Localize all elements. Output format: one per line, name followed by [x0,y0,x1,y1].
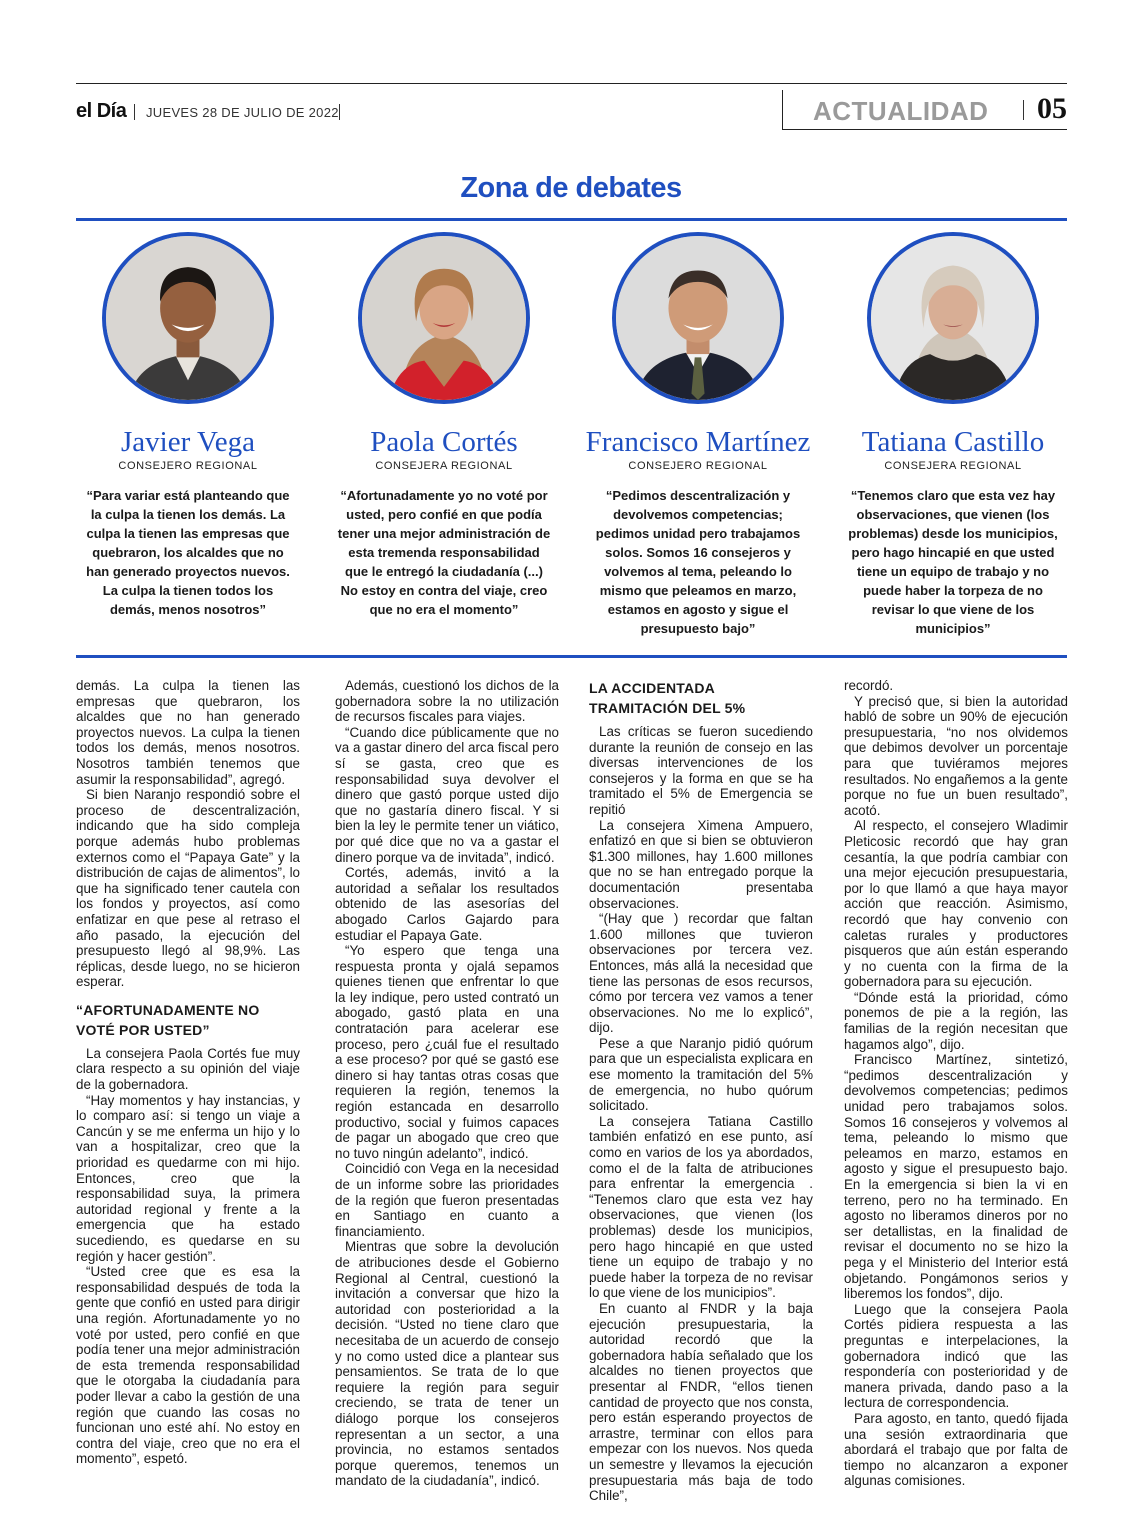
portrait-photo [102,232,274,404]
masthead-divider [339,104,340,120]
paragraph: recordó. [844,678,894,693]
person-role: CONSEJERA REGIONAL [375,460,513,472]
person-role: CONSEJERA REGIONAL [884,460,1022,472]
section-name: ACTUALIDAD [813,96,989,126]
person-card-vega [68,232,308,619]
page-number: 05 [1037,92,1067,125]
portrait-woman-icon [362,236,526,400]
paragraph: Además, cuestionó los dichos de la gobernadora sobre la no utilización de recursos fiscales para viajes. [335,678,559,725]
paragraph: Si bien Naranjo respondió sobre el proceso de descentralización, indicando que ha sido compleja porque además hubo problemas externos como el “Papaya Gate” y la distribución de cajas de alimentos”, lo que ha significado tener cautela con los fondos y proyectos, así como enfatizar en que pese al retraso el año pasado, la ejecución del presupuesto llegó al 98,9%. Las réplicas, desde luego, no se hicieron esperar. [76,787,300,990]
issue-date: JUEVES 28 DE JULIO DE 2022 [146,105,339,120]
masthead-divider [134,104,135,120]
person-quote: “Tenemos claro que esta vez hay observaciones, que vienen (los problemas) desde los municipios, pero hago hincapié en que usted tiene un equipo de trabajo y no puede haber la torpeza de no revisar lo que viene de los municipios” [848,488,1058,636]
paragraph: Pese a que Naranjo pidió quórum para que un especialista explicara en ese momento la tramitación del 5% de emergencia, no hubo quórum solicitado. [589,1035,813,1114]
paragraph: Francisco Martínez, sintetizó, “pedimos descentralización y devolvemos competencias; pedimos unidad pero trabajamos solos. Somos 16 consejeros y volvemos al tema, peleando lo mismo que peleamos en marzo, estamos en agosto y sigue el presupuesto bajo. En la emergencia si bien la vi en terreno, pero no ha terminado. En agosto no liberamos dineros por no ser detallistas, en la finalidad de revisar el documento no se hizo la pega y el Ministerio del Interior está objetando. Pongámonos serios y liberemos los fondos”, dijo. [844,1052,1068,1302]
article-column-1 [76,678,300,1467]
paragraph: “Cuando dice públicamente que no va a gastar dinero del arca fiscal pero sí se gasta, creo que es responsabilidad suya devolver el dinero que gastó porque usted dijo que no gastaría dinero fiscal. Y si bien la ley le permite tener un viático, por qué dice que no va a gastar el dinero porque va de invitada”, indicó. [335,724,559,865]
section-divider [1023,100,1024,120]
paragraph: Y precisó que, si bien la autoridad habló de sobre un 90% de ejecución presupuestaria, “no nos olvidemos que debimos devolver un porcentaje para que tuviéramos mejores resultados. No engañemos a la gente porque no fue un buen resultado”, acotó. [844,693,1068,818]
portrait-woman-icon [871,236,1035,400]
paragraph: “Dónde está la prioridad, cómo ponemos de pie a la región, las familias de la región necesitan que hagamos algo”, dijo. [844,989,1068,1052]
person-role: CONSEJERO REGIONAL [118,460,258,472]
person-card-cortes [324,232,564,619]
portrait-photo [867,232,1039,404]
paragraph: Mientras que sobre la devolución de atribuciones desde el Gobierno Regional al Central, cuestionó la invitación a conversar que hizo la autoridad con posterioridad a la decisión. “Usted no tiene claro que necesitaba de un acuerdo de consejo y no como usted dice a plantear sus pensamientos. Se trata de lo que requiere la región para seguir creciendo, se trata de tener un diálogo porque los consejeros representan a un sector, a una provincia, no estamos sentados porque queremos, tenemos un mandato de la ciudadanía”, indicó. [335,1239,559,1489]
paragraph: “Hay momentos y hay instancias, y lo comparo así: si tengo un viaje a Cancún y se me enferma un hijo y lo van a hospitalizar, creo que la prioridad es quedarme con mi hijo. Entonces, creo que la responsabilidad suya, la primera autoridad regional y frente a la emergencia que ha estado sucediendo, es quedarse en su región y hacer gestión”. [76,1092,300,1264]
title-rule [76,218,1067,221]
paragraph: Al respecto, el consejero Wladimir Pleticosic recordó que hay gran cesantía, la que podría cambiar con una mejor ejecución presupuestaria, por lo que llamó a que haya mayor acción que reacción. Asimismo, recordó que hay convenio con caletas rurales y productores pisqueros que aún están esperando y no cuenta con la firma de la gobernadora para su ejecución. [844,818,1068,990]
paragraph: demás. La culpa la tienen las empresas que quebraron, los alcaldes que no han generado proyectos nuevos. La culpa la tienen todos los demás, menos nosotros. Nosotros también tenemos que asumir la responsabilidad”, agregó. [76,678,300,787]
section-header [782,90,1067,130]
portrait-photo [358,232,530,404]
masthead-rule [76,83,1067,84]
paragraph: En cuanto al FNDR y la baja ejecución presupuestaria, la autoridad recordó que la gobernadora había señalado que los alcaldes no tienen proyectos que presentar al FNDR, “ellos tienen cantidad de proyecto que nos consta, pero están esperando proyectos de arrastre, terminar con ellos para empezar con los nuevos. Nos queda un semestre y llevamos la ejecución presupuestaria más baja de todo Chile”, [589,1300,813,1504]
paragraph: Las críticas se fueron sucediendo durante la reunión de consejo en las diversas intervenciones de los consejeros y la forma en que se ha tramitado el 5% de Emergencia se repitió [589,724,813,817]
paragraph: La consejera Paola Cortés fue muy clara respecto a su opinión del viaje de la gobernadora. [76,1045,300,1093]
paragraph: Coincidió con Vega en la necesidad de un informe sobre las prioridades de la región que fueron presentadas en Santiago en cuanto a financiamiento. [335,1161,559,1239]
person-name: Tatiana Castillo [861,426,1045,458]
portrait-photo [612,232,784,404]
paragraph: La consejera Tatiana Castillo también enfatizó en ese punto, así como en varios de los ya abordados, como el de la falta de atribuciones para enfrentar la emergencia . “Tenemos claro que esta vez hay observaciones, que vienen (los problemas) desde los municipios, pero hago hincapié en que usted tiene un equipo de trabajo y no puede haber la torpeza de no revisar lo que viene de los municipios”. [589,1113,813,1301]
person-name: Francisco Martínez [585,426,811,458]
person-quote: “Pedimos descentralización y devolvemos competencias; pedimos unidad pero trabajamos solos. Somos 16 consejeros y volvemos al tema, peleando lo mismo que peleamos en marzo, estamos en agosto y sigue el presupuesto bajo” [595,488,801,636]
person-card-martinez [578,232,818,638]
paragraph: Luego que la consejera Paola Cortés pidiera respuesta a las preguntas e interpelaciones, la gobernadora indicó que las respondería con posterioridad y de manera privada, dando paso a la lectura de correspondencia. [844,1301,1068,1411]
paragraph: “Yo espero que tenga una respuesta pronta y ojalá sepamos quienes tienen que enfrentar lo que la ley indique, pero usted contrató un abogado, gastó plata en una contratación para acelerar ese proceso, pero ¿cuál fue el resultado a ese proceso? por qué se gastó ese dinero si hay tantas otras cosas que requieren la región, tenemos la región estancada en desarrollo productivo, social y fuimos capaces de pagar un abogado que creo que no tuvo ningún adelanto”, indicó. [335,943,559,1161]
paragraph: “Usted cree que es esa la responsabilidad después de toda la gente que confió en usted para dirigir una región. Afortunadamente yo no voté por usted, pero confié en que podía tener una mejor administración de esta tremenda responsabilidad que le otorgaba la ciudadanía para poder llevar a cabo la gestión de una región que cuando las cosas no funcionan uno esté ahí. No estoy en contra del viaje, creo que no era el momento”, espetó. [76,1264,300,1467]
paragraph: “(Hay que ) recordar que faltan 1.600 millones que tuvieron observaciones por tercera vez. Entonces, más allá la necesidad que tiene las personas de esos recursos, cómo por tercera vez vamos a tener observaciones. No me lo explicó”, dijo. [589,911,813,1036]
subheading: “AFORTUNADAMENTE NO VOTÉ POR USTED” [76,1001,260,1038]
masthead [76,90,1067,130]
article-column-4 [844,678,1068,1489]
portrait-man-icon [616,236,780,400]
paragraph: Para agosto, en tanto, quedó fijada una sesión extraordinaria que abordará el trabajo que por falta de tiempo no alcanzaron a exponer algunas comisiones. [844,1410,1068,1489]
subheading: LA ACCIDENTADA TRAMITACIÓN DEL 5% [589,680,746,716]
body-rule [76,655,1067,658]
paragraph: Cortés, además, invitó a la autoridad a señalar los resultados obtenido de las asesorías del abogado Carlos Gajardo para estudiar el Papaya Gate. [335,865,559,943]
person-card-castillo [833,232,1073,638]
person-role: CONSEJERO REGIONAL [628,460,768,472]
article-column-2 [335,678,559,1489]
person-quote: “Afortunadamente yo no voté por usted, pero confié en que podía tener una mejor administración de esta tremenda responsabilidad que le entregó la ciudadanía (...) No estoy en contra del viaje, creo que no era el momento” [337,488,551,617]
paragraph: La consejera Ximena Ampuero, enfatizó en que si bien se obtuvieron $1.300 millones, hay 1.600 millones que no se han entregado porque la documentación presentaba observaciones. [589,817,813,911]
person-quote: “Para variar está planteando que la culpa la tienen los demás. La culpa la tienen las empresas que quebraron, los alcaldes que no han generado proyectos nuevos. La culpa la tienen todos los demás, menos nosotros” [86,488,290,617]
page-title: Zona de debates [460,172,682,204]
person-name: Javier Vega [121,426,255,458]
article-column-3 [589,678,813,1504]
person-name: Paola Cortés [370,426,518,458]
portrait-man-icon [106,236,270,400]
newspaper-logo: el Día [76,100,127,122]
